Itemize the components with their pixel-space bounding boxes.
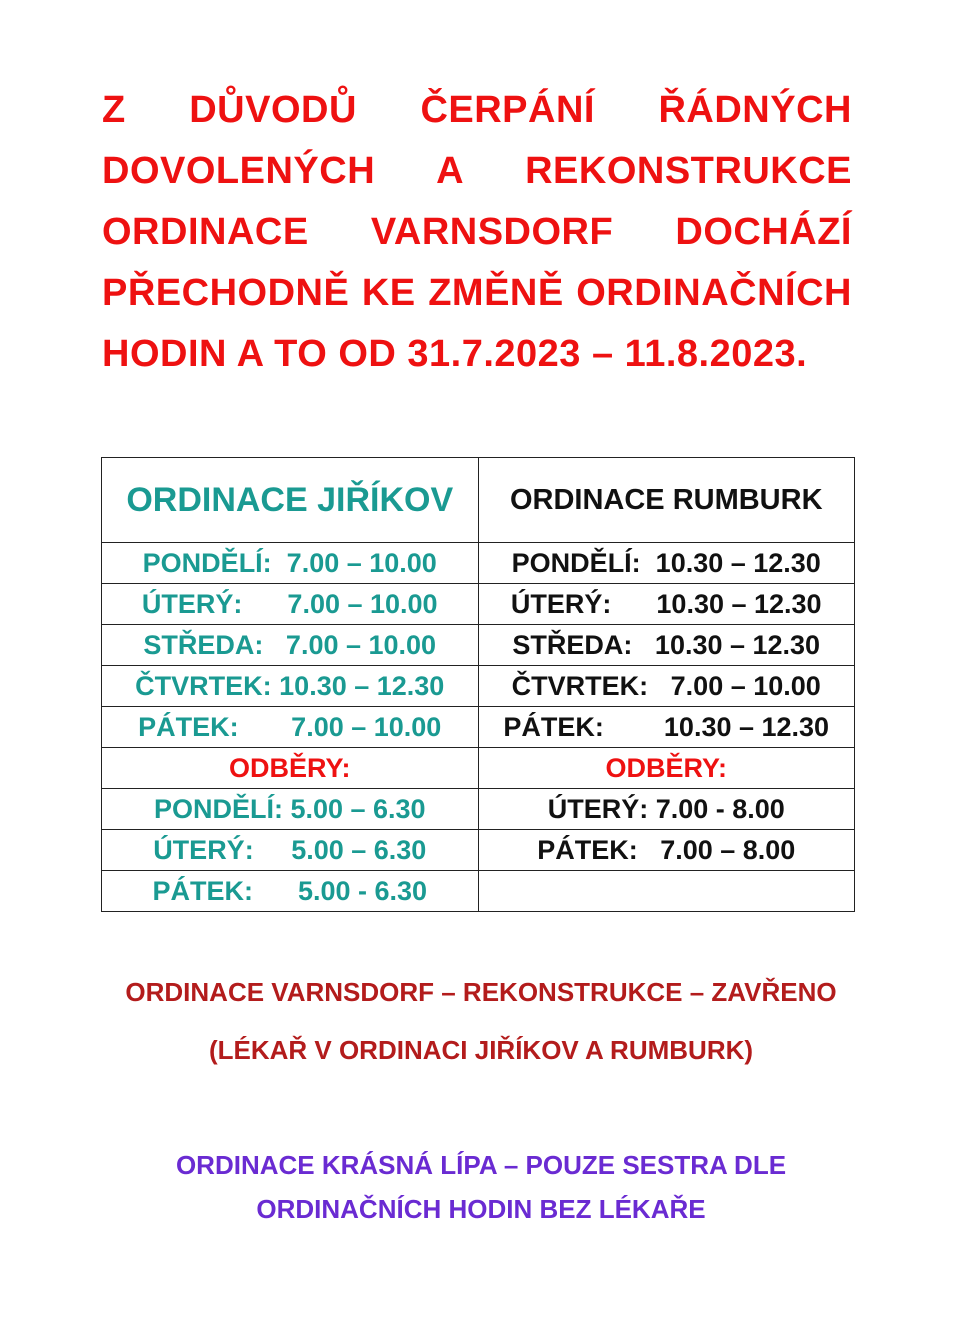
table-row — [102, 666, 855, 707]
varnsdorf-doctor-note: (LÉKAŘ V ORDINACI JIŘÍKOV A RUMBURK) — [208, 1035, 754, 1065]
notice-line-1 — [102, 80, 852, 141]
notice-word: DŮVODŮ — [189, 89, 357, 131]
notice-word: REKONSTRUKCE — [525, 150, 852, 192]
table-row — [102, 871, 855, 912]
notice-word: KE — [361, 272, 416, 314]
notice-line-3 — [102, 202, 852, 263]
notice-line-2 — [102, 141, 852, 202]
notice-word: ORDINACE — [102, 211, 309, 253]
notice-word: PŘECHODNĚ — [102, 272, 350, 314]
rumburk-odbery-3 — [478, 871, 855, 912]
rumburk-friday: PÁTEK: 10.30 – 12.30 — [478, 707, 855, 748]
table-row — [102, 789, 855, 830]
notice-word: ŘÁDNÝCH — [658, 89, 852, 131]
notice-word: ČERPÁNÍ — [420, 89, 595, 131]
rumburk-monday: PONDĚLÍ: 10.30 – 12.30 — [478, 543, 855, 584]
varnsdorf-closed-notice: ORDINACE VARNSDORF – REKONSTRUKCE – ZAVŘENO — [125, 977, 837, 1007]
office-hours-table — [101, 457, 855, 912]
jirikov-odbery-3: PÁTEK: 5.00 - 6.30 — [102, 871, 479, 912]
notice-word: ZMĚNĚ — [428, 272, 564, 314]
jirikov-wednesday: STŘEDA: 7.00 – 10.00 — [102, 625, 479, 666]
notice-word: DOCHÁZÍ — [675, 211, 852, 253]
table-row — [102, 584, 855, 625]
rumburk-tuesday: ÚTERÝ: 10.30 – 12.30 — [478, 584, 855, 625]
header-rumburk: ORDINACE RUMBURK — [478, 458, 855, 543]
odbery-header-row — [102, 748, 855, 789]
notice-line-4 — [102, 263, 852, 324]
header-jirikov: ORDINACE JIŘÍKOV — [102, 458, 479, 543]
rumburk-odbery-title: ODBĚRY: — [478, 748, 855, 789]
table-row — [102, 830, 855, 871]
rumburk-odbery-1: ÚTERÝ: 7.00 - 8.00 — [478, 789, 855, 830]
jirikov-thursday: ČTVRTEK: 10.30 – 12.30 — [102, 666, 479, 707]
jirikov-monday: PONDĚLÍ: 7.00 – 10.00 — [102, 543, 479, 584]
krasna-lipa-line-2: ORDINAČNÍCH HODIN BEZ LÉKAŘE — [256, 1194, 706, 1224]
rumburk-thursday: ČTVRTEK: 7.00 – 10.00 — [478, 666, 855, 707]
jirikov-odbery-1: PONDĚLÍ: 5.00 – 6.30 — [102, 789, 479, 830]
table-row — [102, 625, 855, 666]
notice-word: VARNSDORF — [370, 211, 614, 253]
krasna-lipa-notice — [0, 1143, 962, 1231]
table-row — [102, 543, 855, 584]
notice-word: ORDINAČNÍCH — [576, 272, 852, 314]
jirikov-odbery-title: ODBĚRY: — [102, 748, 479, 789]
notice-word: DOVOLENÝCH — [102, 150, 376, 192]
notice-word: A — [436, 150, 465, 192]
table-header-row — [102, 458, 855, 543]
jirikov-odbery-2: ÚTERÝ: 5.00 – 6.30 — [102, 830, 479, 871]
notice-word: HODIN A TO OD 31.7.2023 – 11.8.2023. — [102, 333, 808, 375]
krasna-lipa-line-1: ORDINACE KRÁSNÁ LÍPA – POUZE SESTRA DLE — [175, 1150, 787, 1180]
notice-word: Z — [102, 89, 126, 131]
jirikov-friday: PÁTEK: 7.00 – 10.00 — [102, 707, 479, 748]
rumburk-odbery-2: PÁTEK: 7.00 – 8.00 — [478, 830, 855, 871]
table-row — [102, 707, 855, 748]
jirikov-tuesday: ÚTERÝ: 7.00 – 10.00 — [102, 584, 479, 625]
rumburk-wednesday: STŘEDA: 10.30 – 12.30 — [478, 625, 855, 666]
notice-line-5 — [102, 324, 852, 385]
notice-headline — [102, 80, 852, 385]
